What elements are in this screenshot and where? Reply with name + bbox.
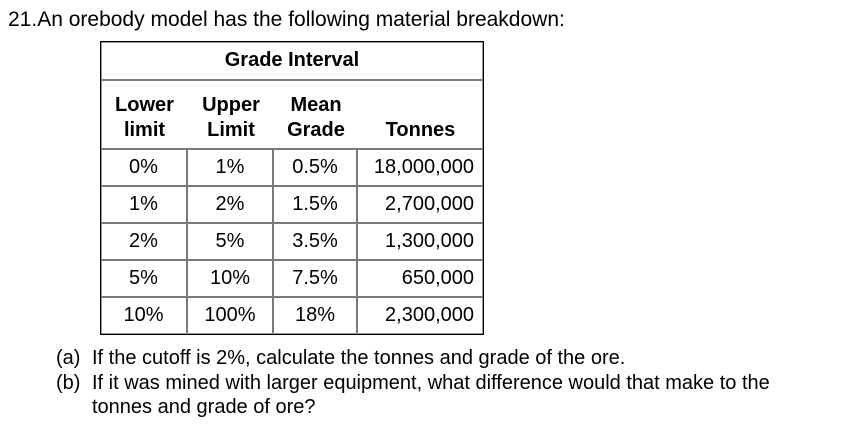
cell-tonnes: 18,000,000 [373, 156, 474, 178]
cell-mean-grade: 1.5% [274, 187, 358, 222]
subquestion-text: If the cutoff is 2%, calculate the tonnes and grade of the ore. [92, 347, 626, 369]
cell-tonnes: 2,300,000 [385, 304, 474, 326]
column-header-line: Upper [202, 94, 260, 116]
column-header-upper-limit [188, 91, 274, 143]
column-header-line: Grade [287, 119, 345, 141]
cell-lower-limit: 2% [101, 224, 188, 259]
subquestion-text-continued: tonnes and grade of ore? [92, 396, 316, 418]
question-text: An orebody model has the following material breakdown: [37, 8, 565, 31]
table-row [101, 296, 483, 333]
subquestion-label: (b) [56, 372, 81, 394]
table-row [101, 222, 483, 259]
table-row [101, 185, 483, 222]
question-heading [8, 6, 565, 34]
cell-tonnes: 2,700,000 [385, 193, 474, 215]
column-header-line: limit [123, 119, 166, 141]
column-header-tonnes [358, 91, 483, 143]
table-body [101, 148, 483, 333]
subquestion-label: (a) [56, 347, 81, 369]
column-header-line: Tonnes [385, 119, 456, 141]
cell-upper-limit: 2% [188, 187, 274, 222]
cell-upper-limit: 10% [188, 261, 274, 296]
cell-mean-grade: 18% [274, 298, 358, 333]
material-breakdown-table [100, 41, 484, 335]
table-row [101, 259, 483, 296]
cell-mean-grade: 3.5% [274, 224, 358, 259]
question-number: 21. [8, 8, 38, 31]
cell-upper-limit: 1% [188, 150, 274, 185]
column-header-line: Limit [207, 119, 255, 141]
cell-mean-grade: 7.5% [274, 261, 358, 296]
cell-upper-limit: 100% [188, 298, 274, 333]
cell-tonnes: 650,000 [401, 267, 474, 289]
cell-upper-limit: 5% [188, 224, 274, 259]
column-header-line: Mean [290, 94, 342, 116]
cell-lower-limit: 0% [101, 150, 188, 185]
cell-lower-limit: 10% [101, 298, 188, 333]
column-header-lower-limit [101, 91, 188, 143]
column-header-line: Lower [115, 94, 174, 116]
grade-interval-header: Grade Interval [101, 42, 483, 81]
cell-lower-limit: 5% [101, 261, 188, 296]
subquestion-text: If it was mined with larger equipment, what difference would that make to the [92, 372, 770, 394]
cell-mean-grade: 0.5% [274, 150, 358, 185]
column-header-mean-grade [274, 91, 358, 143]
cell-lower-limit: 1% [101, 187, 188, 222]
table-row [101, 148, 483, 185]
cell-tonnes: 1,300,000 [385, 230, 474, 252]
